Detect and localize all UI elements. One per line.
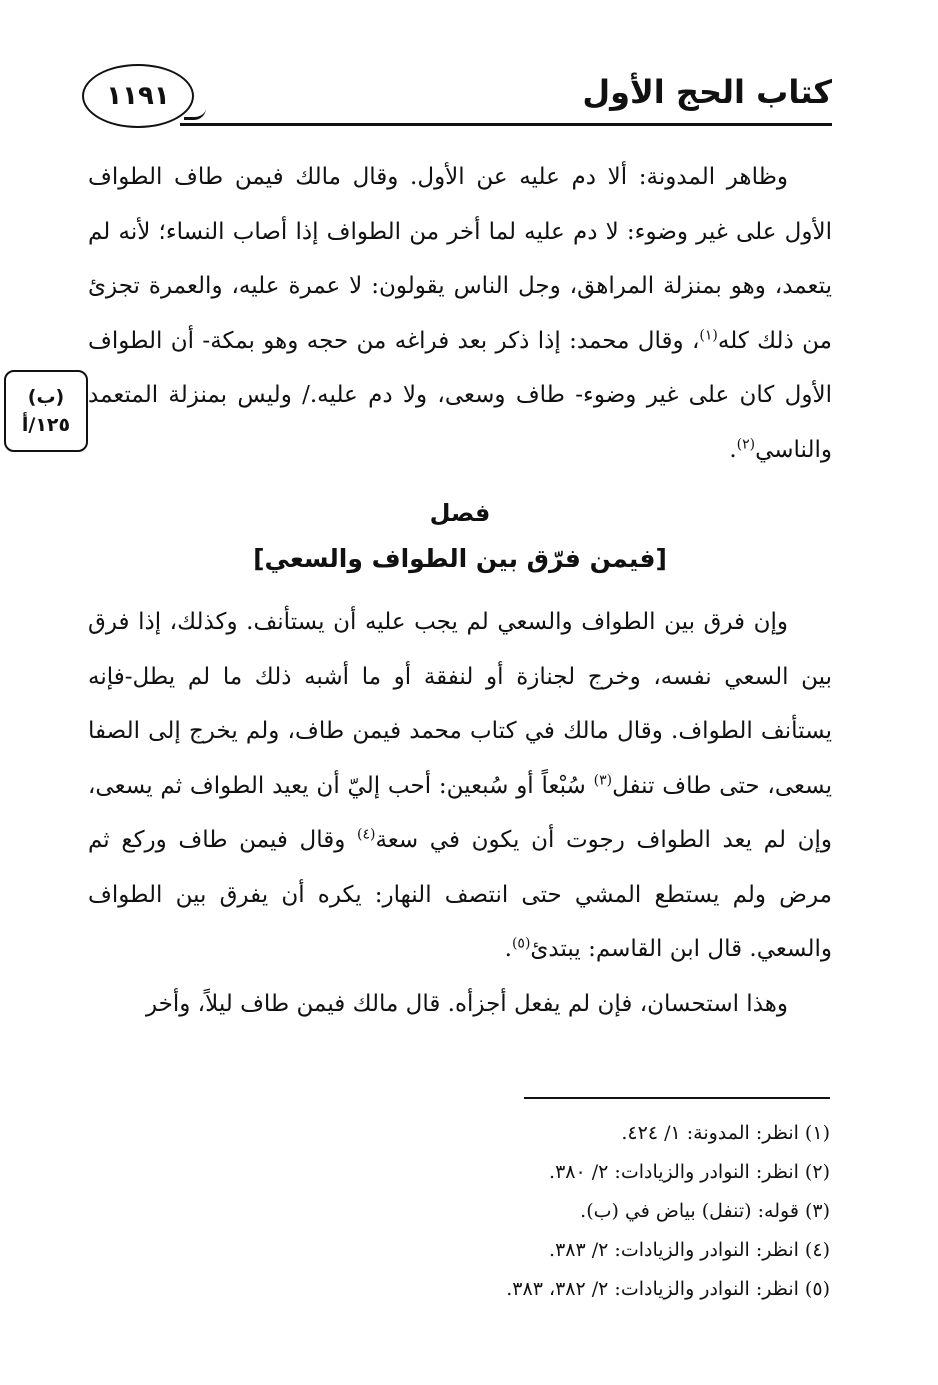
- footnote-5: (٥) انظر: النوادر والزيادات: ٢/ ٣٨٢، ٣٨٣.: [506, 1278, 830, 1300]
- page-number-badge: ١١٩١: [82, 64, 194, 128]
- margin-note-folio: ١٢٥/أ: [21, 414, 71, 436]
- header-rule: [180, 123, 832, 126]
- paragraph-1: وظاهر المدونة: ألا دم عليه عن الأول. وقال مالك فيمن طاف الطواف الأول على غير وضوء: لا دم عليه لما أخر من الطواف إذا أصاب النساء؛ لأنه لم يتعمد، وهو بمنزلة المراهق، وجل الناس يقولون: لا عمرة عليه، والعمرة تجزئ من ذلك كله$^{(١)}$، وقال محمد: إذا ذكر بعد فراغه من حجه وهو بمكة- أن الطواف الأول كان على غير وضوء- طاف وسعى، ولا دم عليه./ وليس بمنزلة المتعمد والناسي$^{(٢)}$.: [88, 164, 833, 463]
- main-text: [88, 150, 832, 1031]
- footnote-ref-3[interactable]: (٣): [593, 771, 613, 788]
- footnote-3: (٣) قوله: (تنفل) بياض في (ب).: [580, 1200, 830, 1222]
- section-heading: فصل: [429, 499, 491, 527]
- footnote-ref-4[interactable]: (٤): [357, 826, 376, 843]
- footnote-2: (٢) انظر: النوادر والزيادات: ٢/ ٣٨٠.: [549, 1161, 830, 1183]
- footnote-1: (١) انظر: المدونة: ١/ ٤٢٤.: [621, 1122, 830, 1144]
- footnote-4: (٤) انظر: النوادر والزيادات: ٢/ ٣٨٣.: [549, 1239, 830, 1261]
- manuscript-margin-note: [4, 370, 88, 452]
- paragraph-3: وهذا استحسان، فإن لم يفعل أجزأه. قال مالك فيمن طاف ليلاً، وأخر: [145, 990, 788, 1017]
- paragraph-2: وإن فرق بين الطواف والسعي لم يجب عليه أن يستأنف. وكذلك، إذا فرق بين السعي نفسه، وخرج لجنازة أو لنفقة أو ما أشبه ذلك ما لم يطل-فإنه يستأنف الطواف. وقال مالك في كتاب محمد فيمن طاف، ولم يخرج إلى الصفا يسعى، حتى طاف تنفل$^{(٣)}$ سُبْعاً أو سُبعين: أحب إليّ أن يعيد الطواف ثم يسعى، وإن لم يعد الطواف رجوت أن يكون في سعة$^{(٤)}$ وقال فيمن طاف وركع ثم مرض ولم يستطع المشي حتى انتصف النهار: يكره أن يفرق بين الطواف والسعي. قال ابن القاسم: يبتدئ$^{(٥)}$.: [88, 609, 833, 962]
- margin-note-manuscript: (ب): [27, 386, 65, 408]
- footnote-ref-5[interactable]: (٥): [511, 935, 531, 952]
- page-header: [82, 64, 832, 128]
- footnote-separator: [524, 1097, 830, 1099]
- book-title: كتاب الحج الأول: [582, 73, 832, 111]
- section-subheading: [فيمن فرّق بين الطواف والسعي]: [253, 544, 667, 573]
- footnotes: [270, 1114, 830, 1309]
- footnote-ref-1[interactable]: (١): [699, 326, 718, 343]
- footnote-ref-2[interactable]: (٢): [736, 435, 756, 452]
